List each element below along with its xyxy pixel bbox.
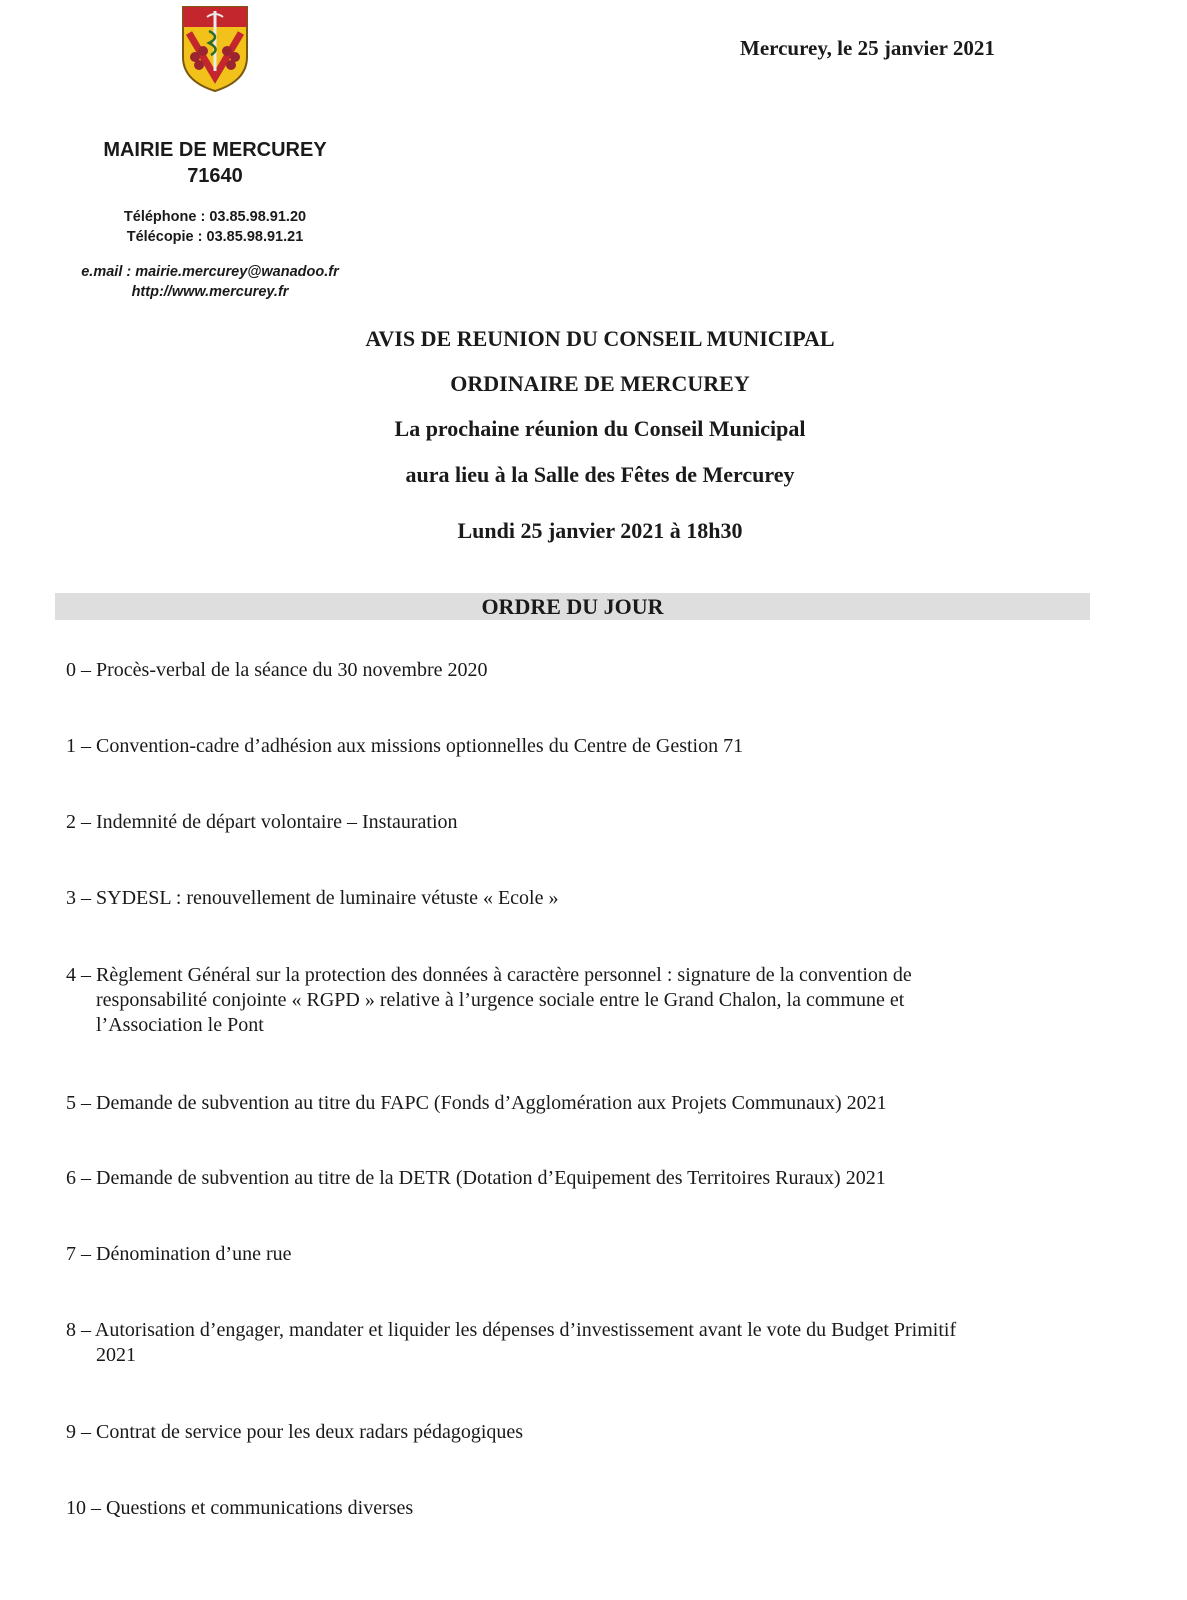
agenda-item: 5 – Demande de subvention au titre du FAPC (Fonds d’Agglomération aux Projets Communaux) 2021 <box>66 1092 887 1114</box>
notice-subtitle: ORDINAIRE DE MERCUREY <box>450 371 750 396</box>
agenda-item: 0 – Procès-verbal de la séance du 30 novembre 2020 <box>66 659 488 681</box>
agenda-item: 9 – Contrat de service pour les deux radars pédagogiques <box>66 1421 524 1443</box>
agenda-item: 4 – Règlement Général sur la protection des données à caractère personnel : signature de la convention de responsabilité conjointe « RGPD » relative à l’urgence sociale entre le Grand Chalon, la commune et l’Association le Pont <box>66 964 912 1036</box>
notice-title: AVIS DE REUNION DU CONSEIL MUNICIPAL <box>365 326 835 351</box>
agenda-title: ORDRE DU JOUR <box>481 593 664 619</box>
mairie-title: MAIRIE DE MERCUREY <box>103 139 327 161</box>
agenda-item: 6 – Demande de subvention au titre de la DETR (Dotation d’Equipement des Territoires Ruraux) 2021 <box>66 1167 886 1189</box>
agenda-item: 2 – Indemnité de départ volontaire – Instauration <box>66 811 458 833</box>
agenda-item: 7 – Dénomination d’une rue <box>66 1243 292 1265</box>
notice-line-3: La prochaine réunion du Conseil Municipal <box>394 416 806 441</box>
telecopie: Télécopie : 03.85.98.91.21 <box>126 229 304 245</box>
web-contact <box>30 262 390 302</box>
agenda-title-bar <box>55 593 1090 620</box>
mairie-name <box>40 137 390 189</box>
agenda-item: 10 – Questions et communications diverses <box>66 1497 414 1519</box>
notice-line-4: aura lieu à la Salle des Fêtes de Mercurey <box>405 462 795 487</box>
postal-code: 71640 <box>187 165 243 187</box>
agenda-item: 1 – Convention-cadre d’adhésion aux missions optionnelles du Centre de Gestion 71 <box>66 735 744 757</box>
contact-block <box>40 207 390 247</box>
agenda-item: 3 – SYDESL : renouvellement de luminaire vétuste « Ecole » <box>66 887 559 909</box>
website: http://www.mercurey.fr <box>131 284 289 300</box>
agenda-item: 8 – Autorisation d’engager, mandater et liquider les dépenses d’investissement avant le vote du Budget Primitif 2021 <box>66 1319 957 1366</box>
coat-of-arms-icon <box>181 5 249 93</box>
date-line: Mercurey, le 25 janvier 2021 <box>740 36 995 60</box>
email: e.mail : mairie.mercurey@wanadoo.fr <box>81 264 339 280</box>
meeting-datetime: Lundi 25 janvier 2021 à 18h30 <box>457 518 743 543</box>
telephone: Téléphone : 03.85.98.91.20 <box>123 209 307 225</box>
